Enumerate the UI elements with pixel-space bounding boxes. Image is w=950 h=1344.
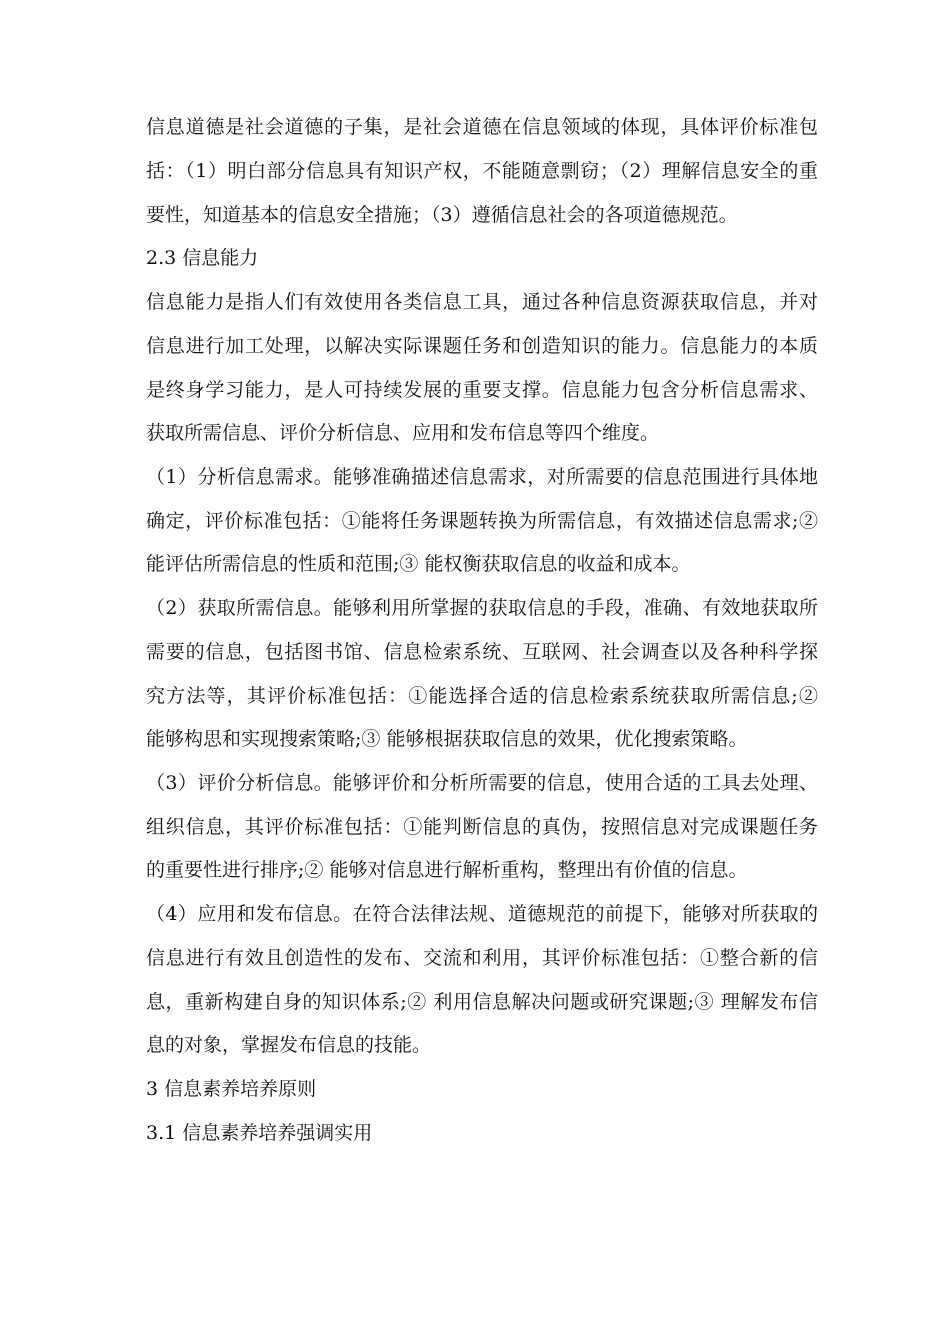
section-heading-3: 3 信息素养培养原则 [146,1078,317,1100]
list-item-line: 组织信息，其评价标准包括：①能判断信息的真伪，按照信息对完成课题任务 [146,816,818,838]
list-item-line: 需要的信息，包括图书馆、信息检索系统、互联网、社会调查以及各种科学探 [146,641,818,663]
list-item-line: 的重要性进行排序;② 能够对信息进行解析重构，整理出有价值的信息。 [146,859,748,881]
paragraph-line: 要性，知道基本的信息安全措施；（3）遵循信息社会的各项道德规范。 [146,204,738,226]
list-item-line: 信息进行有效且创造性的发布、交流和利用，其评价标准包括：①整合新的信 [146,947,818,969]
list-item-line: （4）应用和发布信息。在符合法律法规、道德规范的前提下，能够对所获取的 [146,903,818,925]
list-item-line: 息的对象，掌握发布信息的技能。 [146,1034,432,1056]
paragraph-line: 括：（1）明白部分信息具有知识产权，不能随意剽窃；（2）理解信息安全的重 [146,160,818,182]
list-item-line: 能评估所需信息的性质和范围;③ 能权衡获取信息的收益和成本。 [146,553,691,575]
list-item-line: 究方法等，其评价标准包括：①能选择合适的信息检索系统获取所需信息;② [146,685,818,707]
paragraph-line: 信息道德是社会道德的子集，是社会道德在信息领域的体现，具体评价标准包 [146,116,818,138]
list-item-line: （1）分析信息需求。能够准确描述信息需求，对所需要的信息范围进行具体地 [146,466,818,488]
section-heading-3-1: 3.1 信息素养培养强调实用 [146,1122,373,1144]
list-item-line: （2）获取所需信息。能够利用所掌握的获取信息的手段，准确、有效地获取所 [146,597,818,619]
list-item-line: 确定，评价标准包括：①能将任务课题转换为所需信息，有效描述信息需求;② [146,510,818,532]
list-item-line: 能够构思和实现搜索策略;③ 能够根据获取信息的效果，优化搜索策略。 [146,728,748,750]
list-item-line: （3）评价分析信息。能够评价和分析所需要的信息，使用合适的工具去处理、 [146,772,818,794]
list-item-line: 息，重新构建自身的知识体系;② 利用信息解决问题或研究课题;③ 理解发布信 [146,991,818,1013]
paragraph-line: 获取所需信息、评价分析信息、应用和发布信息等四个维度。 [146,422,660,444]
paragraph-line: 信息能力是指人们有效使用各类信息工具，通过各种信息资源获取信息，并对 [146,291,818,313]
paragraph-line: 信息进行加工处理，以解决实际课题任务和创造知识的能力。信息能力的本质 [146,335,818,357]
section-heading-2-3: 2.3 信息能力 [146,247,259,269]
paragraph-line: 是终身学习能力，是人可持续发展的重要支撑。信息能力包含分析信息需求、 [146,379,818,401]
